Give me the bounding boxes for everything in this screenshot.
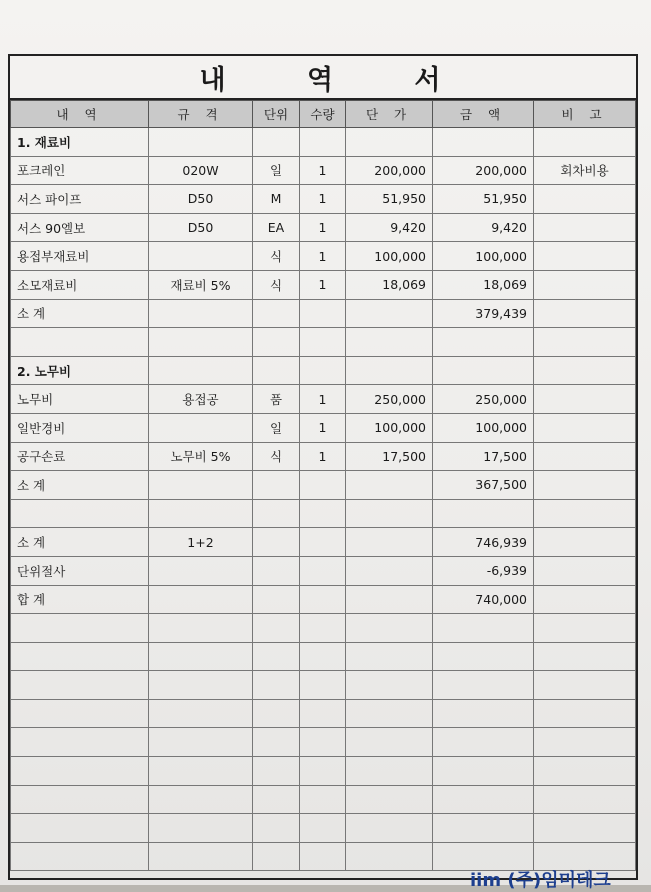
cell-price: 100,000 xyxy=(346,413,433,442)
cell-note xyxy=(534,814,636,843)
cell-spec xyxy=(149,471,253,500)
document-title: 내 역 서 xyxy=(10,56,636,100)
cell-unit xyxy=(253,128,300,157)
cell-qty: 1 xyxy=(300,213,346,242)
cell-price: 200,000 xyxy=(346,156,433,185)
cell-qty: 1 xyxy=(300,442,346,471)
cell-price xyxy=(346,328,433,357)
cell-spec xyxy=(149,413,253,442)
cell-price: 18,069 xyxy=(346,270,433,299)
cell-price: 51,950 xyxy=(346,185,433,214)
cell-note xyxy=(534,614,636,643)
cell-amount: 250,000 xyxy=(433,385,534,414)
cell-item xyxy=(11,757,149,786)
cell-unit: 식 xyxy=(253,270,300,299)
cell-note xyxy=(534,356,636,385)
cell-note xyxy=(534,471,636,500)
statement-rows xyxy=(11,128,636,871)
cell-qty xyxy=(300,585,346,614)
cell-qty xyxy=(300,128,346,157)
cell-unit xyxy=(253,528,300,557)
table-row xyxy=(11,242,636,271)
cell-spec xyxy=(149,499,253,528)
cell-spec xyxy=(149,842,253,871)
cell-unit xyxy=(253,785,300,814)
cell-price xyxy=(346,556,433,585)
cell-amount xyxy=(433,757,534,786)
cell-amount: 200,000 xyxy=(433,156,534,185)
cell-unit xyxy=(253,299,300,328)
cell-amount: 100,000 xyxy=(433,413,534,442)
table-row xyxy=(11,671,636,700)
cell-price: 9,420 xyxy=(346,213,433,242)
cell-amount xyxy=(433,699,534,728)
cell-amount xyxy=(433,814,534,843)
cell-item xyxy=(11,499,149,528)
table-row xyxy=(11,642,636,671)
cell-price xyxy=(346,471,433,500)
cell-unit: 식 xyxy=(253,442,300,471)
cell-note xyxy=(534,413,636,442)
cell-note xyxy=(534,699,636,728)
table-row xyxy=(11,814,636,843)
cell-price: 17,500 xyxy=(346,442,433,471)
header-note: 비 고 xyxy=(534,101,636,128)
cell-spec xyxy=(149,671,253,700)
cell-item: 소 계 xyxy=(11,299,149,328)
cell-spec xyxy=(149,299,253,328)
cell-amount: 9,420 xyxy=(433,213,534,242)
cell-qty xyxy=(300,757,346,786)
cell-item: 소 계 xyxy=(11,471,149,500)
cell-item: 용접부재료비 xyxy=(11,242,149,271)
cell-amount xyxy=(433,785,534,814)
cell-price xyxy=(346,299,433,328)
cell-qty xyxy=(300,785,346,814)
cell-spec xyxy=(149,614,253,643)
cell-note xyxy=(534,128,636,157)
table-row xyxy=(11,213,636,242)
cell-amount xyxy=(433,356,534,385)
cell-qty xyxy=(300,699,346,728)
cell-qty xyxy=(300,614,346,643)
cell-qty xyxy=(300,471,346,500)
cell-amount: 740,000 xyxy=(433,585,534,614)
cell-unit xyxy=(253,699,300,728)
cell-price xyxy=(346,356,433,385)
cell-price xyxy=(346,842,433,871)
cell-qty: 1 xyxy=(300,156,346,185)
cell-price xyxy=(346,814,433,843)
cell-qty xyxy=(300,499,346,528)
cell-unit xyxy=(253,356,300,385)
header-qty: 수량 xyxy=(300,101,346,128)
cell-amount: -6,939 xyxy=(433,556,534,585)
cell-qty xyxy=(300,671,346,700)
cell-price xyxy=(346,528,433,557)
cell-qty: 1 xyxy=(300,270,346,299)
header-item: 내 역 xyxy=(11,101,149,128)
cell-qty xyxy=(300,299,346,328)
cell-note xyxy=(534,757,636,786)
cell-item: 2. 노무비 xyxy=(11,356,149,385)
cell-unit xyxy=(253,499,300,528)
header-row xyxy=(11,101,636,128)
cell-qty: 1 xyxy=(300,185,346,214)
table-row xyxy=(11,785,636,814)
cell-item: 공구손료 xyxy=(11,442,149,471)
statement-sheet xyxy=(8,54,638,880)
cell-amount: 17,500 xyxy=(433,442,534,471)
cell-spec xyxy=(149,556,253,585)
cell-spec xyxy=(149,728,253,757)
cell-item: 단위절사 xyxy=(11,556,149,585)
table-row xyxy=(11,185,636,214)
cell-item: 노무비 xyxy=(11,385,149,414)
cell-amount: 746,939 xyxy=(433,528,534,557)
cell-unit: 일 xyxy=(253,413,300,442)
cell-spec: D50 xyxy=(149,185,253,214)
cell-amount: 100,000 xyxy=(433,242,534,271)
cell-unit xyxy=(253,842,300,871)
table-row xyxy=(11,128,636,157)
statement-table xyxy=(10,100,636,871)
table-row xyxy=(11,299,636,328)
cell-item: 서스 파이프 xyxy=(11,185,149,214)
cell-unit xyxy=(253,556,300,585)
cell-amount xyxy=(433,728,534,757)
cell-spec xyxy=(149,785,253,814)
cell-unit xyxy=(253,728,300,757)
cell-item xyxy=(11,699,149,728)
cell-note xyxy=(534,556,636,585)
cell-item xyxy=(11,785,149,814)
cell-price xyxy=(346,728,433,757)
table-row xyxy=(11,356,636,385)
table-row xyxy=(11,471,636,500)
cell-note xyxy=(534,328,636,357)
cell-item xyxy=(11,328,149,357)
cell-qty xyxy=(300,556,346,585)
table-row xyxy=(11,413,636,442)
cell-item xyxy=(11,671,149,700)
cell-spec xyxy=(149,757,253,786)
cell-unit: 일 xyxy=(253,156,300,185)
cell-qty xyxy=(300,528,346,557)
cell-note xyxy=(534,785,636,814)
cell-spec xyxy=(149,585,253,614)
cell-item: 소 계 xyxy=(11,528,149,557)
cell-spec xyxy=(149,699,253,728)
cell-unit xyxy=(253,642,300,671)
cell-price xyxy=(346,585,433,614)
cell-qty xyxy=(300,842,346,871)
cell-unit: 식 xyxy=(253,242,300,271)
cell-amount: 379,439 xyxy=(433,299,534,328)
table-row xyxy=(11,442,636,471)
cell-spec xyxy=(149,814,253,843)
cell-item: 1. 재료비 xyxy=(11,128,149,157)
cell-item xyxy=(11,814,149,843)
cell-unit: M xyxy=(253,185,300,214)
cell-price xyxy=(346,128,433,157)
cell-item xyxy=(11,842,149,871)
cell-unit xyxy=(253,814,300,843)
cell-qty xyxy=(300,328,346,357)
cell-price xyxy=(346,642,433,671)
cell-qty xyxy=(300,814,346,843)
cell-note xyxy=(534,385,636,414)
cell-spec: 용접공 xyxy=(149,385,253,414)
cell-spec: 재료비 5% xyxy=(149,270,253,299)
cell-price xyxy=(346,671,433,700)
header-unit: 단위 xyxy=(253,101,300,128)
cell-price xyxy=(346,699,433,728)
cell-note xyxy=(534,299,636,328)
cell-unit xyxy=(253,328,300,357)
cell-price xyxy=(346,757,433,786)
cell-note xyxy=(534,242,636,271)
cell-amount xyxy=(433,328,534,357)
table-row xyxy=(11,585,636,614)
cell-spec xyxy=(149,328,253,357)
cell-spec: D50 xyxy=(149,213,253,242)
cell-amount xyxy=(433,614,534,643)
cell-item xyxy=(11,728,149,757)
table-row xyxy=(11,528,636,557)
cell-qty xyxy=(300,356,346,385)
cell-note xyxy=(534,213,636,242)
table-row xyxy=(11,156,636,185)
cell-amount xyxy=(433,499,534,528)
table-row xyxy=(11,270,636,299)
cell-qty xyxy=(300,728,346,757)
cell-note xyxy=(534,185,636,214)
cell-note xyxy=(534,270,636,299)
cell-note xyxy=(534,499,636,528)
table-row xyxy=(11,385,636,414)
cell-note xyxy=(534,585,636,614)
cell-qty xyxy=(300,642,346,671)
cell-unit xyxy=(253,471,300,500)
cell-unit: EA xyxy=(253,213,300,242)
cell-spec xyxy=(149,642,253,671)
cell-spec: 노무비 5% xyxy=(149,442,253,471)
header-spec: 규 격 xyxy=(149,101,253,128)
cell-price: 250,000 xyxy=(346,385,433,414)
header-price: 단 가 xyxy=(346,101,433,128)
table-row xyxy=(11,728,636,757)
cell-amount xyxy=(433,642,534,671)
cell-price xyxy=(346,614,433,643)
table-row xyxy=(11,614,636,643)
cell-unit xyxy=(253,614,300,643)
cell-item xyxy=(11,642,149,671)
cell-spec xyxy=(149,128,253,157)
cell-note xyxy=(534,671,636,700)
cell-qty: 1 xyxy=(300,413,346,442)
cell-note xyxy=(534,728,636,757)
cell-spec: 1+2 xyxy=(149,528,253,557)
cell-price xyxy=(346,785,433,814)
table-row xyxy=(11,328,636,357)
cell-amount xyxy=(433,128,534,157)
cell-amount xyxy=(433,671,534,700)
cell-item: 포크레인 xyxy=(11,156,149,185)
cell-price xyxy=(346,499,433,528)
cell-item: 소모재료비 xyxy=(11,270,149,299)
cell-unit xyxy=(253,671,300,700)
cell-price: 100,000 xyxy=(346,242,433,271)
cell-unit: 품 xyxy=(253,385,300,414)
table-row xyxy=(11,699,636,728)
cell-unit xyxy=(253,585,300,614)
cell-item xyxy=(11,614,149,643)
cell-item: 합 계 xyxy=(11,585,149,614)
header-amount: 금 액 xyxy=(433,101,534,128)
cell-item: 서스 90엘보 xyxy=(11,213,149,242)
table-row xyxy=(11,499,636,528)
cell-item: 일반경비 xyxy=(11,413,149,442)
cell-note xyxy=(534,528,636,557)
cell-spec: 020W xyxy=(149,156,253,185)
cell-note xyxy=(534,442,636,471)
cell-amount: 51,950 xyxy=(433,185,534,214)
cell-spec xyxy=(149,356,253,385)
cell-amount: 367,500 xyxy=(433,471,534,500)
cell-note xyxy=(534,642,636,671)
company-logo: iim (주)임미테크 xyxy=(470,870,611,891)
table-row xyxy=(11,757,636,786)
cell-spec xyxy=(149,242,253,271)
cell-note: 회차비용 xyxy=(534,156,636,185)
cell-unit xyxy=(253,757,300,786)
cell-qty: 1 xyxy=(300,385,346,414)
table-row xyxy=(11,556,636,585)
cell-qty: 1 xyxy=(300,242,346,271)
cell-amount: 18,069 xyxy=(433,270,534,299)
